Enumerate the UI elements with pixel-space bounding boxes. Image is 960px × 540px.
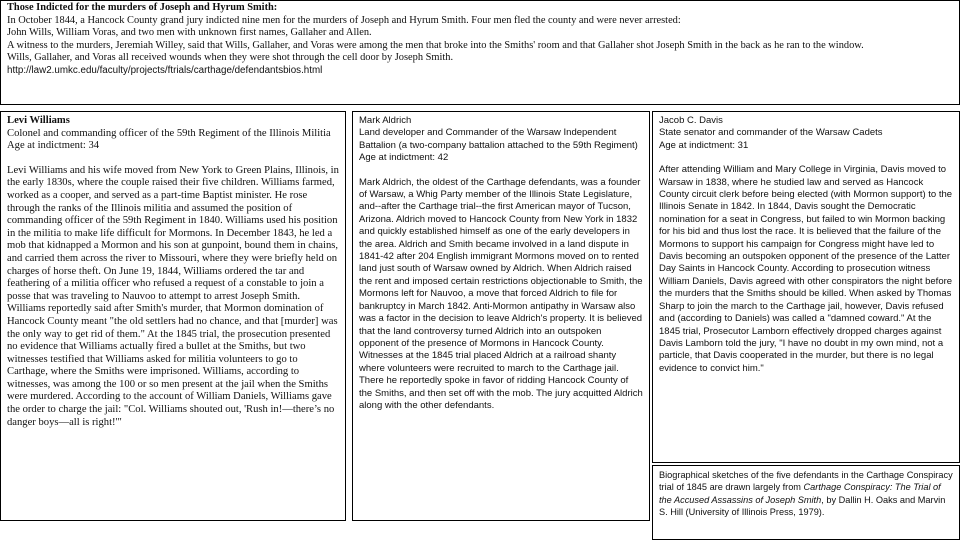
davis-role: State senator and commander of the Warsaw Cadets [659,127,883,139]
davis-name: Jacob C. Davis [659,115,723,126]
davis-age: Age at indictment: 31 [659,139,749,151]
intro-line: Wills, Gallaher, and Voras all received wounds when they were shot through the cell door by Joseph Smith. [7,52,454,64]
source-url-link[interactable]: http://law2.umkc.edu/faculty/projects/ftrials/carthage/defendantsbios.html [7,64,323,76]
aldrich-bio-panel [352,111,650,521]
intro-panel [0,0,960,105]
davis-bio: After attending William and Mary College in Virginia, Davis moved to Warsaw in 1838, where he studied law and served as Hancock County circuit clerk before being elected (with Mormon support) to the Illinois Senate in 1842. In 1844, Davis sought the Democratic nomination for a seat in Congress, but failed to win Mormon backing for his bid and thus lost the race. It is believed that the failure of the Mormons to support his campaign for Congress might have led to Davis becoming an outspoken opponent of the presence of the Latter Day Saints in Hancock County. According to prosecution witness William Daniels, Davis agreed with other conspirators the night before the murders that the Smiths should be killed. When asked by Thomas Sharp to join the march to the Carthage jail, however, Davis refused and (according to Daniels) was called a "damned coward." At the 1845 trial, Prosecutor Lamborn effectively dropped charges against Davis Lamborn told the jury, "I have no doubt in my own mind, not a particle, that Davis cooperated in the murder, but there is no legal evidence to convict him." [659,164,953,374]
intro-line: John Wills, William Voras, and two men with unknown first names, Gallaher and Allen. [7,27,372,39]
williams-bio: Levi Williams and his wife moved from New York to Green Plains, Illinois, in the early 1830s, where the couple raised their five children. Williams farmed, worked as a cooper, and served as a part-time Baptist minister. He rose through the ranks of the Illinois militia and assumed the position of commanding officer of the 59th Regiment in 1840. Williams used his position in the militia to make life difficult for Mormons. In December 1843, he led a mob that kidnapped a Mormon and his son at gunpoint, bound them in chains, and carried them across the river to Missouri, where they were briefly held on charges of horse theft. On June 19, 1844, Williams ordered the tar and feathering of a militia officer who refused a request of a constable to join a posse that was traveling to Nauvoo to attempt to arrest Joseph Smith. Williams reportedly said after Smith's murder, that Mormon domination of Hancock County meant "the old settlers had no chance, and that [murder] was the only way to get rid of them." At the 1845 trial, the prosecution presented no evidence that Williams actually fired a bullet at the Smiths, but two witnesses testified that Williams asked for militia volunteers to go to Carthage, where the Smiths were imprisoned. Williams, according to witnesses, was among the 100 or so men present at the jail when the Smiths were murdered. According to the account of William Daniels, Williams gave the order to charge the jail: "Col. Williams shouted out, 'Rush in!—there’s no danger boys—all is right!'" [7,164,339,428]
intro-title: Those Indicted for the murders of Joseph and Hyrum Smith: [7,2,278,13]
intro-line: In October 1844, a Hancock County grand jury indicted nine men for the murders of Joseph and Hyrum Smith. Four men fled the county and were never arrested: [7,14,681,26]
williams-name: Levi Williams [7,115,70,126]
williams-age: Age at indictment: 34 [7,140,100,152]
williams-role: Colonel and commanding officer of the 59th Regiment of the Illinois Militia [7,127,331,139]
caption-tail: , by Dallin H. Oaks and Marvin S. Hill (University of Illinois Press, 1979). [659,494,946,518]
aldrich-age: Age at indictment: 42 [359,152,449,164]
williams-bio-panel [0,111,346,521]
caption-lead: Biographical sketches of the five defendants in the Carthage Conspiracy trial of 1845 are drawn largely from [659,470,953,493]
aldrich-name: Mark Aldrich [359,115,412,126]
intro-line: A witness to the murders, Jeremiah Willey, said that Wills, Gallaher, and Voras were among the men that broke into the Smiths' room and that Gallaher shot Joseph Smith in the back as he ran to the window. [7,39,864,51]
aldrich-bio: Mark Aldrich, the oldest of the Carthage defendants, was a founder of Warsaw, a Whig Party member of the Illinois State Legislature, and--after the Carthage trial--the first American mayor of Tucson, Arizona. Aldrich moved to Hancock County from New York in 1832 and quickly established himself as one of the early developers in the area. Aldrich and Smith became involved in a land dispute in 1841-42 after 204 English immigrant Mormons moved on to rented land just south of Warsaw owned by Aldrich. When Aldrich raised the rent and imposed certain restrictions objectionable to Smith, the Mormons left for Nauvoo, a move that forced Aldrich to file for bankruptcy in March 1842. Anti-Mormon antipathy in Warsaw also was a factor in the decision to leave Aldrich's property. It is believed that the land controversy turned Aldrich into an outspoken opponent of the presence of Mormons in Hancock County. Witnesses at the 1845 trial placed Aldrich at a railroad shanty where volunteers were recruited to march to the Carthage jail. There he reportedly spoke in favor of ridding Hancock County of the Smiths, and then set off with the mob. The jury acquitted Aldrich along with the other defendants. [359,176,643,411]
davis-bio-panel [652,111,960,463]
caption-book-title: Carthage Conspiracy: The Trial of the Accused Assassins of Joseph Smith [659,482,941,505]
source-caption [652,465,960,540]
aldrich-role: Land developer and Commander of the Warsaw Independent Battalion (a two-company battalion attached to the 59th Regiment) [359,127,638,151]
